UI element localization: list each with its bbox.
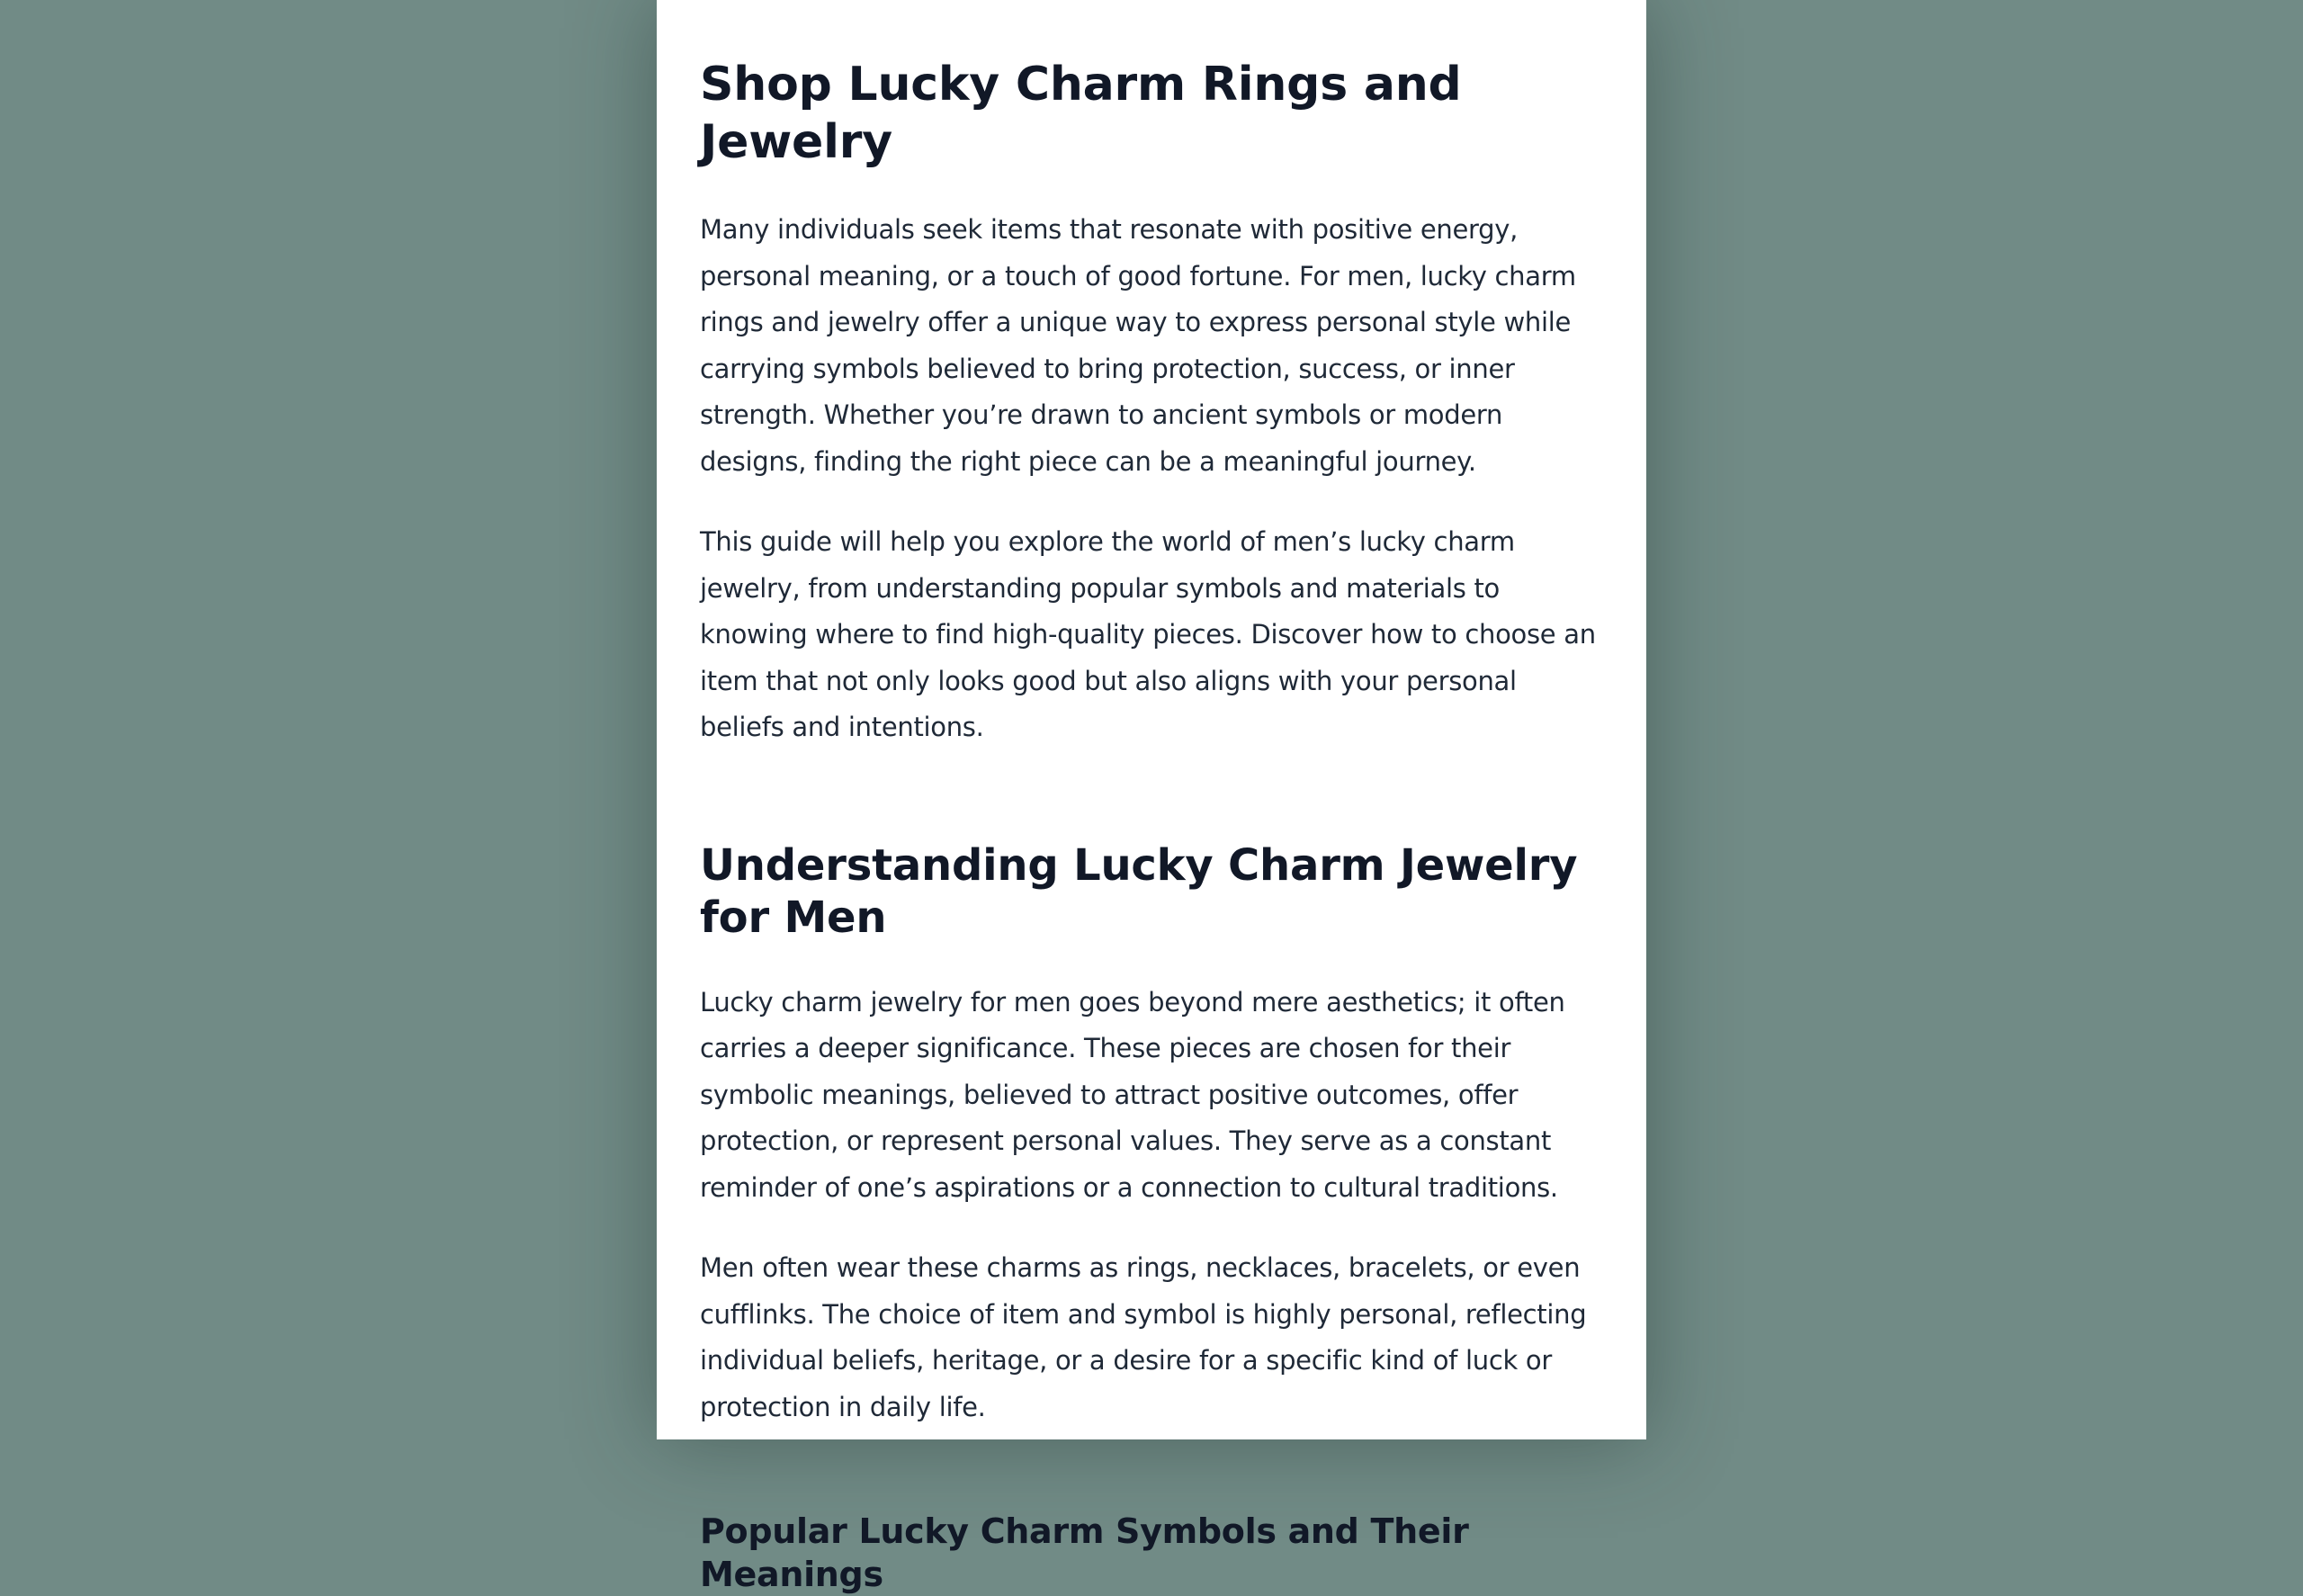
intro-paragraph-2: This guide will help you explore the world of men’s lucky charm jewelry, from understanding popular symbols and materials to knowing where to find high-quality pieces. Discover how to choose an item that not only looks good but also aligns with your personal beliefs and intentions. — [700, 526, 1596, 742]
section-heading-understanding: Understanding Lucky Charm Jewelry for Men — [700, 839, 1578, 943]
subsection-heading-symbols: Popular Lucky Charm Symbols and Their Meanings — [700, 1511, 1469, 1594]
section-paragraph-2: Men often wear these charms as rings, necklaces, bracelets, or even cufflinks. The choice of item and symbol is highly personal, reflecting individual beliefs, heritage, or a desire for a specific kind of luck or protection in daily life. — [700, 1252, 1587, 1422]
page-title: Shop Lucky Charm Rings and Jewelry — [700, 58, 1462, 169]
article-content — [700, 0, 1609, 1596]
section-paragraph-1: Lucky charm jewelry for men goes beyond mere aesthetics; it often carries a deeper significance. These pieces are chosen for their symbolic meanings, believed to attract positive outcomes, offer protection, or represent personal values. They serve as a constant reminder of one’s aspirations or a connection to cultural traditions. — [700, 986, 1565, 1203]
article-card — [657, 0, 1646, 1594]
intro-paragraph-1: Many individuals seek items that resonate with positive energy, personal meaning, or a touch of good fortune. For men, lucky charm rings and jewelry offer a unique way to express personal style while carrying symbols believed to bring protection, success, or inner strength. Whether you’re drawn to ancient symbols or modern designs, finding the right piece can be a meaningful journey. — [700, 214, 1576, 477]
